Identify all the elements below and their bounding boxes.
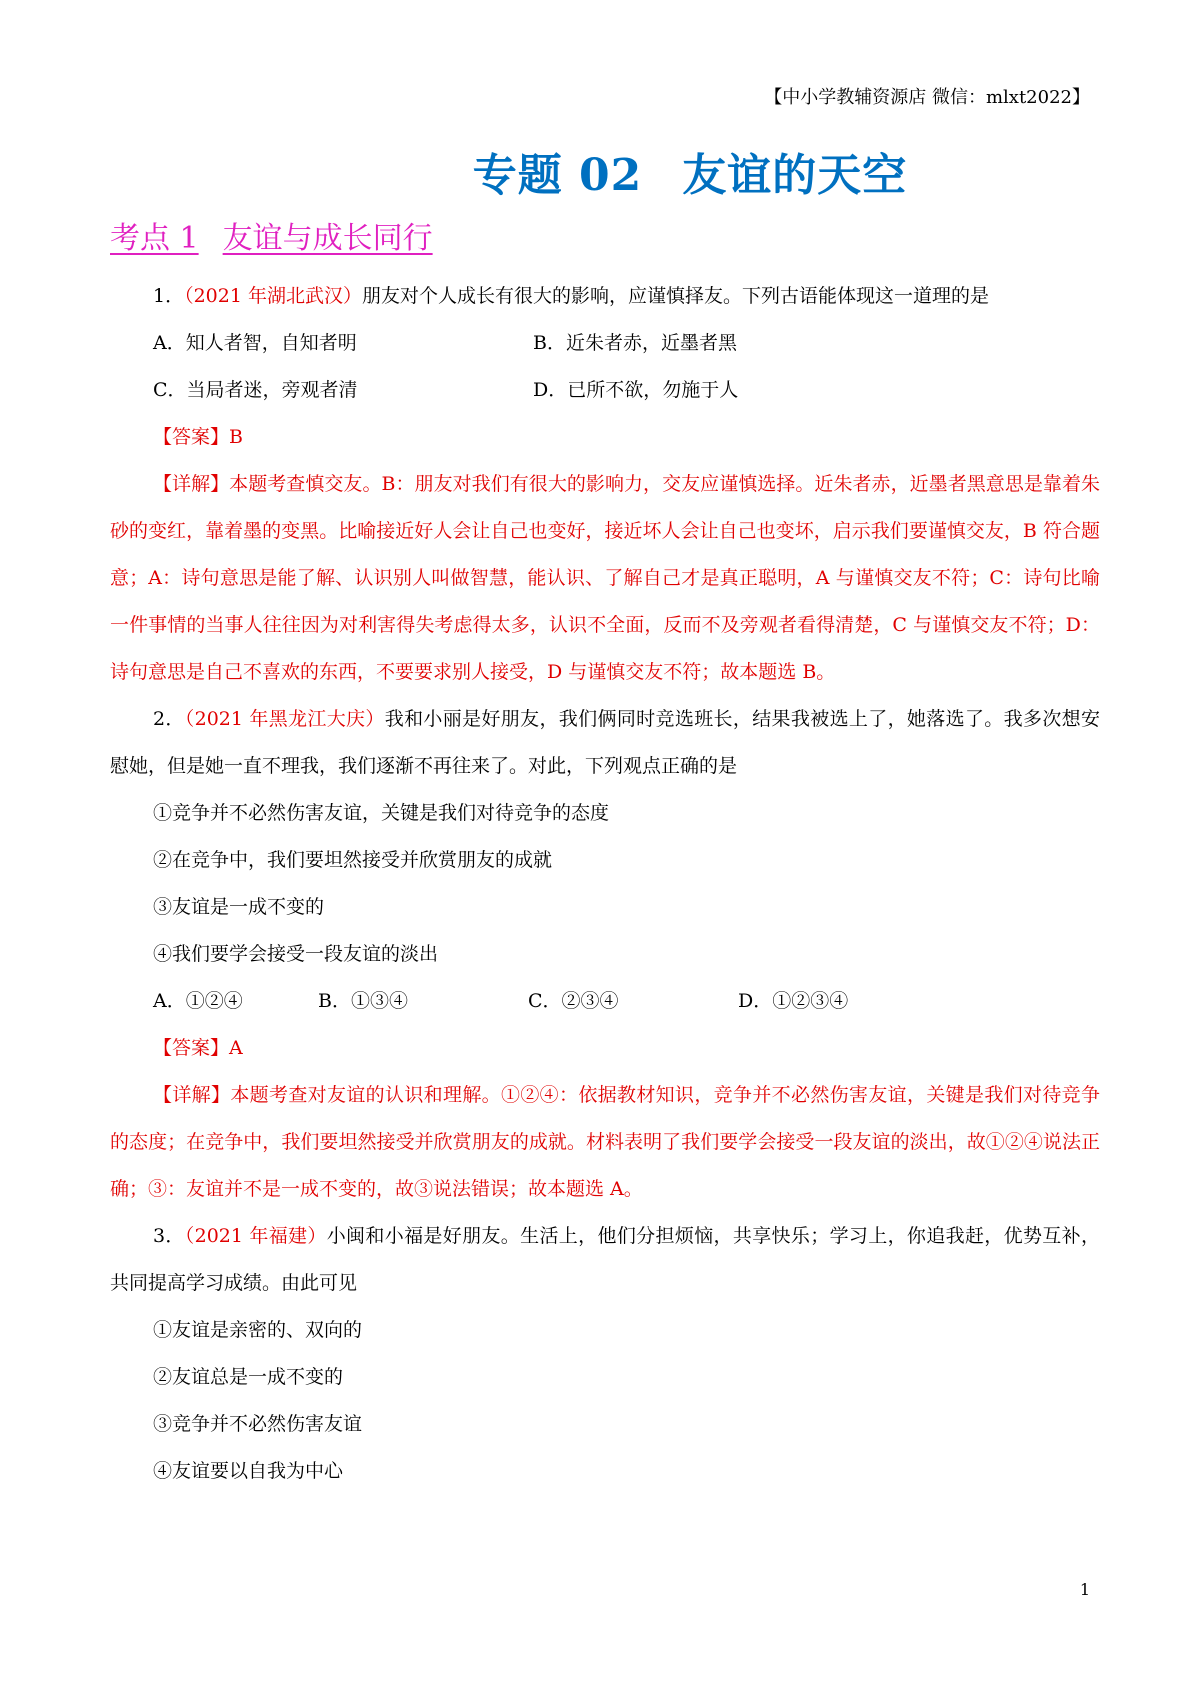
section-heading xyxy=(110,220,433,258)
q3-statement-1: ①友谊是亲密的、双向的 xyxy=(153,1319,363,1341)
title-part-1: 专题 02 xyxy=(472,150,643,201)
q2-option-d: D．①②③④ xyxy=(738,990,849,1012)
q1-option-c: C．当局者迷，旁观者清 xyxy=(153,379,358,401)
q1-stem-text: 朋友对个人成长有很大的影响，应谨慎择友。下列古语能体现这一道理的是 xyxy=(362,285,990,307)
q1-option-d: D．已所不欲，勿施于人 xyxy=(533,379,739,401)
q2-explanation: 【详解】本题考查对友谊的认识和理解。①②④：依据教材知识，竞争并不必然伤害友谊，关键是我们对待竞争的态度；在竞争中，我们要坦然接受并欣赏朋友的成就。材料表明了我们要学会接受一段友谊的淡出，故①②④说法正确；③：友谊并不是一成不变的，故③说法错误；故本题选 A。 xyxy=(110,1084,1100,1200)
q2-statement-3: ③友谊是一成不变的 xyxy=(153,896,325,918)
q3-statement-4: ④友谊要以自我为中心 xyxy=(153,1460,344,1482)
q1-options-row-2 xyxy=(110,367,1100,414)
q2-source: （2021 年黑龙江大庆） xyxy=(184,708,385,730)
q2-stem-text: 我和小丽是好朋友，我们俩同时竞选班长，结果我被选上了，她落选了。我多次想安慰她，但是她一直不理我，我们逐渐不再往来了。对此，下列观点正确的是 xyxy=(110,708,1100,777)
q2-option-a: A．①②④ xyxy=(153,990,243,1012)
q1-option-b: B．近朱者赤，近墨者黑 xyxy=(533,332,737,354)
q2-option-b: B．①③④ xyxy=(318,990,408,1012)
q3-number: 3． xyxy=(153,1225,185,1247)
q2-options xyxy=(110,978,1100,1025)
q3-source: （2021 年福建） xyxy=(184,1225,327,1247)
q1-options-row-1 xyxy=(110,320,1100,367)
section-label: 考点 1 xyxy=(110,221,199,256)
q2-option-c: C．②③④ xyxy=(528,990,619,1012)
q2-statement-2: ②在竞争中，我们要坦然接受并欣赏朋友的成就 xyxy=(153,849,553,871)
q3-statement-2: ②友谊总是一成不变的 xyxy=(153,1366,344,1388)
document-title xyxy=(0,148,1200,204)
q2-statement-1: ①竞争并不必然伤害友谊，关键是我们对待竞争的态度 xyxy=(153,802,610,824)
q1-explanation: 【详解】本题考查慎交友。B：朋友对我们有很大的影响力，交友应谨慎选择。近朱者赤，近墨者黑意思是靠着朱砂的变红，靠着墨的变黑。比喻接近好人会让自己也变好，接近坏人会让自己也变坏，启示我们要谨慎交友，B 符合题意；A：诗句意思是能了解、认识别人叫做智慧，能认识、了解自己才是真正聪明，A 与谨慎交友不符；C：诗句比喻一件事情的当事人往往因为对利害得失考虑得太多，认识不全面，反而不及旁观者看得清楚，C 与谨慎交友不符；D：诗句意思是自己不喜欢的东西，不要要求别人接受，D 与谨慎交友不符；故本题选 B。 xyxy=(110,473,1100,683)
q1-answer: 【答案】B xyxy=(153,426,243,448)
q3-stem xyxy=(110,1213,1100,1307)
q2-answer: 【答案】A xyxy=(153,1037,243,1059)
q3-statement-3: ③竞争并不必然伤害友谊 xyxy=(153,1413,363,1435)
section-title: 友谊与成长同行 xyxy=(222,221,433,256)
title-part-2: 友谊的天空 xyxy=(682,150,908,201)
q2-number: 2． xyxy=(153,708,185,730)
q1-number: 1． xyxy=(153,285,185,307)
q3-stem-text: 小闽和小福是好朋友。生活上，他们分担烦恼，共享快乐；学习上，你追我赶，优势互补，共同提高学习成绩。由此可见 xyxy=(110,1225,1100,1294)
page-number: 1 xyxy=(1079,1580,1090,1599)
header-note: 【中小学教辅资源店 微信：mlxt2022】 xyxy=(764,87,1090,108)
q2-stem xyxy=(110,696,1100,790)
q1-source: （2021 年湖北武汉） xyxy=(184,285,362,307)
q1-option-a: A．知人者智，自知者明 xyxy=(153,332,357,354)
document-content xyxy=(110,273,1100,1495)
q2-statement-4: ④我们要学会接受一段友谊的淡出 xyxy=(153,943,439,965)
q1-stem xyxy=(110,273,1100,320)
